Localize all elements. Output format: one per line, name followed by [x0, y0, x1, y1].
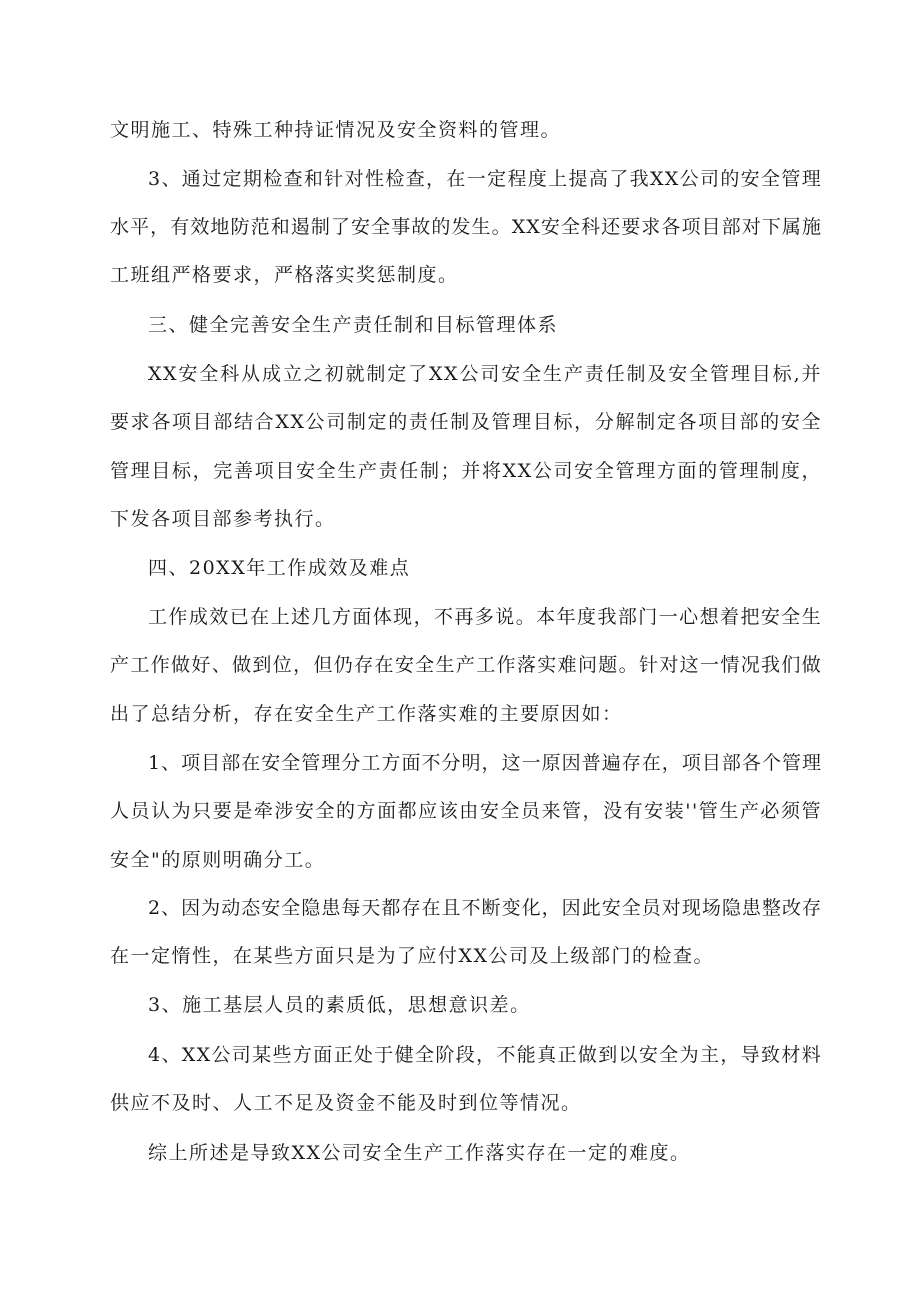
section-heading: 四、20XX年工作成效及难点 [148, 557, 411, 579]
text-line: 下发各项目部参考执行。 [110, 508, 336, 530]
text-line: 工作成效已在上述几方面体现，不再多说。本年度我部门一心想着把安全生 [148, 606, 822, 628]
text-line: 要求各项目部结合XX公司制定的责任制及管理目标，分解制定各项目部的安全 [110, 411, 822, 433]
section-heading: 三、健全完善安全生产责任制和目标管理体系 [148, 314, 559, 336]
text-line: 产工作做好、做到位，但仍存在安全生产工作落实难问题。针对这一情况我们做 [110, 654, 822, 676]
text-line: 文明施工、特殊工种持证情况及安全资料的管理。 [110, 119, 562, 141]
text-line: 供应不及时、人工不足及资金不能及时到位等情况。 [110, 1092, 582, 1114]
text-line: 安全"的原则明确分工。 [110, 849, 326, 871]
text-line: 在一定惰性，在某些方面只是为了应付XX公司及上级部门的检查。 [110, 945, 715, 967]
text-line: 1、项目部在安全管理分工方面不分明，这一原因普遍存在，项目部各个管理 [148, 752, 822, 774]
text-line: 水平，有效地防范和遏制了安全事故的发生。XX安全科还要求各项目部对下属施 [110, 216, 822, 238]
text-line: XX安全科从成立之初就制定了XX公司安全生产责任制及安全管理目标,并 [148, 363, 822, 385]
text-line: 3、施工基层人员的素质低，思想意识差。 [148, 994, 531, 1016]
text-line: 4、XX公司某些方面正处于健全阶段，不能真正做到以安全为主，导致材料 [148, 1044, 822, 1066]
text-line: 出了总结分析，存在安全生产工作落实难的主要原因如： [110, 703, 623, 725]
text-line: 综上所述是导致XX公司安全生产工作落实存在一定的难度。 [148, 1142, 691, 1164]
text-line: 工班组严格要求，严格落实奖惩制度。 [110, 264, 459, 286]
text-line: 2、因为动态安全隐患每天都存在且不断变化，因此安全员对现场隐患整改存 [148, 897, 822, 919]
text-line: 3、通过定期检查和针对性检查，在一定程度上提高了我XX公司的安全管理 [148, 168, 822, 190]
text-line: 人员认为只要是牵涉安全的方面都应该由安全员来管，没有安装''管生产必须管 [110, 800, 822, 822]
text-line: 管理目标，完善项目安全生产责任制；并将XX公司安全管理方面的管理制度， [110, 460, 822, 482]
